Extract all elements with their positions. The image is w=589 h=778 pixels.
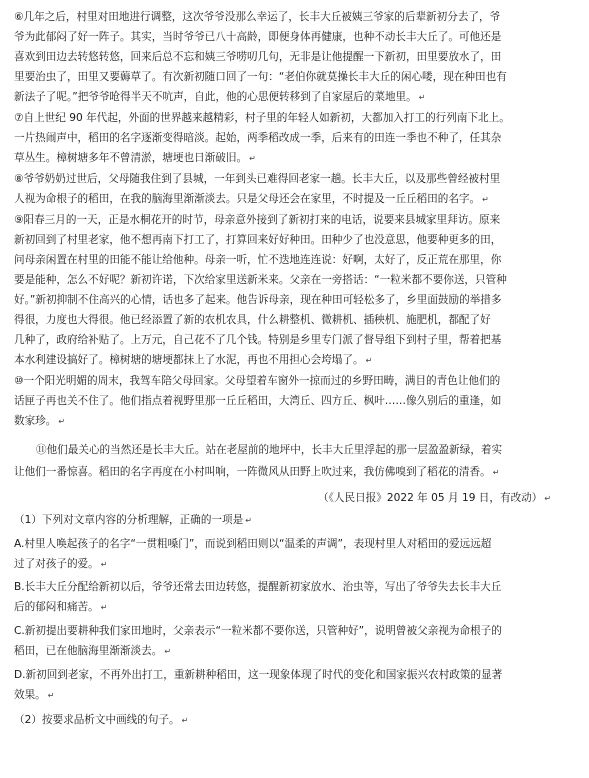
paragraph-mark-icon: ↵ [365,356,373,365]
text-line: 问母亲闲置在村里的田能不能让给他种。母亲一听，忙不迭地连连说：好啊，太好了，反正荒在那里，你 [14,254,502,266]
text-line: 几种了，政府给补贴了。上万元，自己花不了几个钱。特别是乡里专门派了督导组下到村子里，帮着把基 [14,334,502,346]
paragraph-mark-icon: ↵ [164,647,172,656]
paragraph-mark-icon: ↵ [418,93,426,102]
source-citation: （《人民日报》2022 年 05 月 19 日，有改动） ↵ [318,492,552,504]
paragraph-mark-icon: ↵ [181,716,189,725]
option-b: 后的郁闷和痛苦。 ↵ [14,601,108,613]
text-line: 喜欢到田边去转悠转悠，回来后总不忘和姨三爷唠叨几句，无非是让他提醒一下新初，田里要放水了，田 [14,51,502,63]
paragraph-mark-icon: ↵ [47,691,55,700]
option-a: A.村里人唤起孩子的名字“一贯粗嗓门”，而说到稻田则以“温柔的声调”，表现村里人对稻田的爱远远超 [14,538,492,550]
paragraph-mark-icon: ↵ [492,468,500,477]
text-line: ⑥几年之后，村里对田地进行调整，这次爷爷没那么幸运了，长丰大丘被姨三爷家的后辈新初分去了，爷 [14,11,501,23]
text-line: 新法子了呢。”把爷爷呛得半天不吭声，自此，他的心思便转移到了自家屋后的菜地里。 ↵ [14,91,426,103]
text-line: 让他们一番惊喜。稻田的名字再度在小村叫响，一阵微风从田野上吹过来，我仿佛嗅到了稻花的清香。 ↵ [14,466,500,478]
text-line: ⑨阳春三月的一天，正是水桐花开的时节，母亲意外接到了新初打来的电话，说要来县城家里拜访。原来 [14,214,501,226]
paragraph-mark-icon: ↵ [249,154,256,163]
paragraph-mark-icon: ↵ [482,195,489,204]
text-line: 里要治虫了，田里又要薅草了。有次新初随口回了一句：“老伯你就莫操长丰大丘的闲心喽，现在种田也有 [14,71,507,83]
text-line: 草丛生。樟树塘多年不曾清淤，塘埂也日渐破旧。 ↵ [14,152,256,164]
text-line: ⑪他们最关心的当然还是长丰大丘。站在老屋前的地坪中，长丰大丘里浮起的那一层盈盈新绿，着实 [36,444,503,456]
option-c: 稻田，已在他脑海里渐渐淡去。 ↵ [14,645,172,657]
text-line: 新初回到了村里老家，他不想再南下打工了，打算回来好好种田。田种少了也没意思，他要种更多的田， [14,234,502,246]
text-line: ⑩一个阳光明媚的周末，我驾车陪父母回家。父母望着车窗外一掠而过的乡野田畴，满目的青色让他们的 [14,375,501,387]
text-line: 数家珍。 ↵ [14,415,66,427]
paragraph-mark-icon: ↵ [544,494,552,503]
option-d: D.新初回到老家，不再外出打工，重新耕种稻田，这一现象体现了时代的变化和国家振兴农村政策的显著 [14,669,503,681]
question-text: （2）按要求品析文中画线的句子。 ↵ [14,714,189,726]
text-line: 要是能种，怎么不好呢？新初许诺，下次给家里送新米来。父亲在一旁搭话：“一粒米都不要你送，只管种 [14,274,507,286]
text-line: 人视为命根子的稻田，在我的脑海里渐渐淡去。只是父母还会在家里，不时提及一丘丘稻田的名字。 ↵ [14,193,489,205]
option-b: B.长丰大丘分配给新初以后，爷爷还常去田边转悠，提醒新初家放水、治虫等，写出了爷爷失去长丰大丘 [14,581,502,593]
text-line: ⑦自上世纪 90 年代起，外面的世界越来越精彩，村子里的年轻人如新初，大都加入打工的行列南下北上。 [14,112,510,124]
text-line: 话匣子再也关不住了。他们指点着视野里那一丘丘稻田，大湾丘、四方丘、枫叶……像久别后的重逢，如 [14,395,502,407]
paragraph-mark-icon: ↵ [100,603,108,612]
text-line: 本水利建设搞好了。樟树塘的塘埂都抹上了水泥，再也不用担心会垮塌了。 ↵ [14,354,373,366]
option-d: 效果。 ↵ [14,689,55,701]
paragraph-mark-icon: ↵ [245,516,252,525]
paragraph-mark-icon: ↵ [58,417,66,426]
text-line: 一片热闹声中，稻田的名字逐渐变得暗淡。起始，两季稻改成一季，后来有的田连一季也不种了，任其杂 [14,132,502,144]
text-line: 爷为此郁闷了好一阵子。其实，当时爷爷已八十高龄，即便身体再健康，也种不动长丰大丘了。可他还是 [14,31,502,43]
option-c: C.新初提出要耕种我们家田地时，父亲表示“一粒米都不要你送，只管种好”，说明曾被父亲视为命根子的 [14,625,502,637]
text-line: 好。”新初抑制不住高兴的心情，话也多了起来。他告诉母亲，现在种田可轻松多了，乡里面鼓励的举措多 [14,294,502,306]
paragraph-mark-icon: ↵ [100,560,108,569]
question-text: （1）下列对文章内容的分析理解，正确的一项是 ↵ [14,514,252,526]
text-line: 得很，力度也大得很。他已经添置了新的农机农具，什么耕整机、微耕机、插秧机、施肥机，都配了好 [14,314,491,326]
option-a: 过了对孩子的爱。 ↵ [14,558,108,570]
text-line: ⑧爷爷奶奶过世后，父母随我住到了县城，一年到头已难得回老家一趟。长丰大丘，以及那些曾经被村里 [14,173,501,185]
